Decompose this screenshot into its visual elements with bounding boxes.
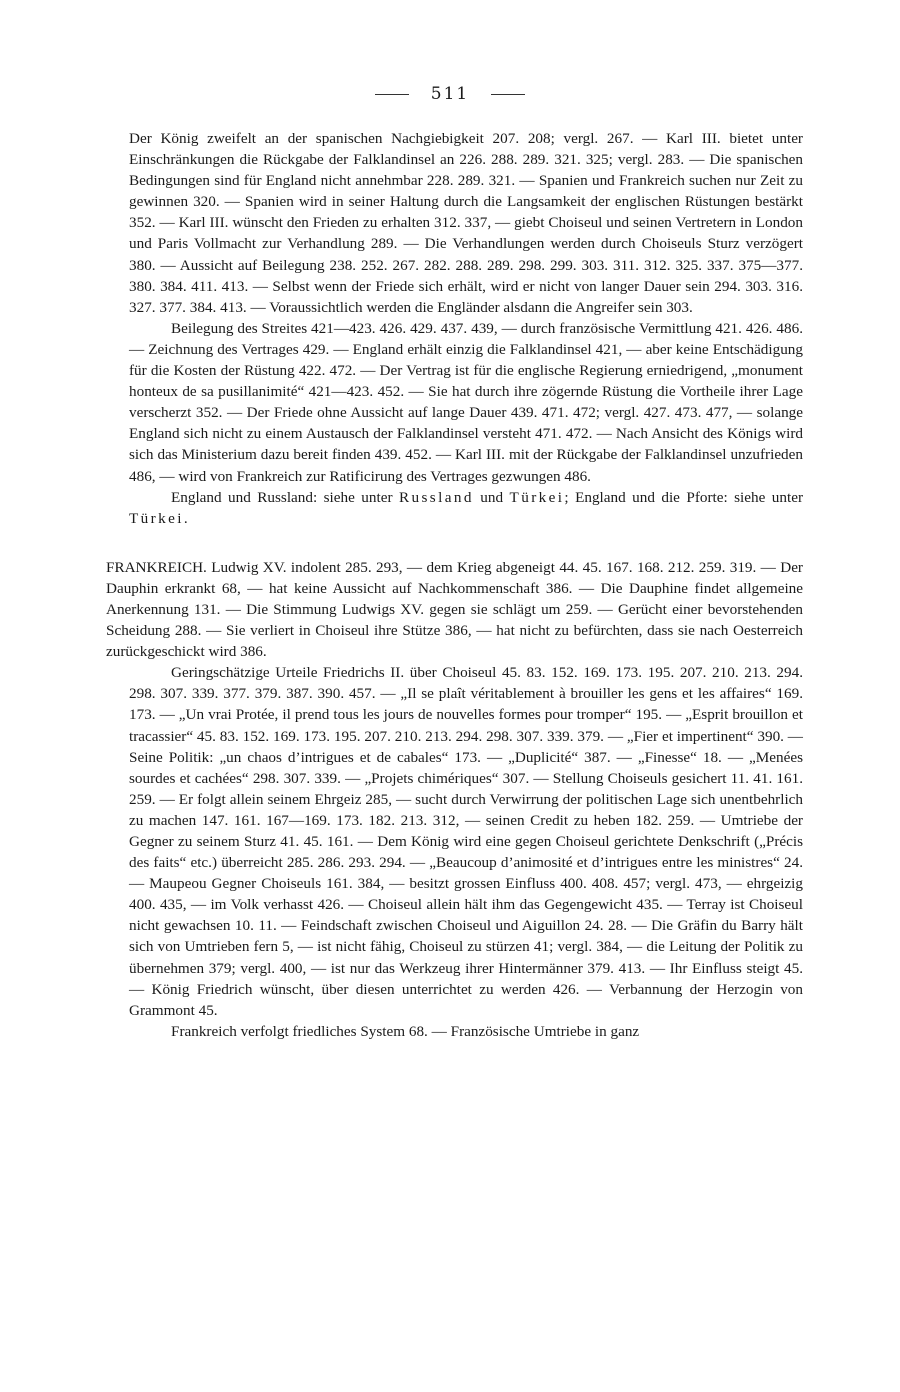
- cross-ref-tuerkei: Türkei: [509, 488, 565, 506]
- header-rule-left: [375, 94, 409, 95]
- cross-reference-paragraph: [129, 487, 803, 529]
- header-rule-right: [491, 94, 525, 95]
- index-paragraph: Beilegung des Streites 421—423. 426. 429. 437. 439, — durch französische Vermittlung 421. 426. 486. — Zeichnung des Vertrages 429. — England erhält einzig die Falklandinsel 421, — aber keine Entschädigung für die Kosten der Rüstung 422. 472. — Der Vertrag ist für die englische Regierung erniedrigend, „monument honteux de sa pusillanimité“ 421—423. 452. — Sie hat durch ihre zögernde Rüstung die Vortheile ihrer Lage verscherzt 352. — Der Friede ohne Aussicht auf lange Dauer 439. 471. 472; vergl. 427. 473. 477, — solange England sich nicht zu einem Austausch der Falklandinsel versteht 471. 472. — Nach Ansicht des Königs wird sich das Ministerium dazu bereit finden 439. 452. — Karl III. mit der Rückgabe der Falklandinsel unzufrieden 486, — wird von Frankreich zur Ratificirung des Vertrages gezwungen 486.: [129, 319, 803, 485]
- cross-ref-russland: Russland: [398, 488, 474, 506]
- index-column: [106, 128, 804, 1042]
- page-header: [0, 84, 900, 104]
- index-paragraph: Geringschätzige Urteile Friedrichs II. über Choiseul 45. 83. 152. 169. 173. 195. 207. 210. 213. 294. 298. 307. 339. 377. 379. 387. 390. 457. — „Il se plaît véritablement à brouiller les gens et les affaires“ 169. 173. — „Un vrai Protée, il prend tous les jours de nouvelles formes pour tromper“ 195. — „Esprit brouillon et tracassier“ 45. 83. 152. 169. 173. 195. 207. 210. 213. 294. 298. 307. 339. 379. — „Fier et impertinent“ 390. — Seine Politik: „un chaos d’intrigues et de cabales“ 173. — „Duplicité“ 387. — „Finesse“ 18. — „Menées sourdes et cachées“ 298. 307. 339. — „Projets chimériques“ 307. — Stellung Choiseuls gesichert 11. 41. 161. 259. — Er folgt allein seinem Ehrgeiz 285, — sucht durch Verwirrung der politischen Lage sich unentbehrlich zu machen 147. 161. 167—169. 173. 182. 213. 312, — seinen Credit zu heben 182. 259. — Umtriebe der Gegner zu seinem Sturz 41. 45. 161. — Dem König wird eine gegen Choiseul gerichtete Denkschrift („Précis des faits“ etc.) überreicht 285. 286. 293. 294. — „Beaucoup d’animosité et d’intrigues entre les ministres“ 24. — Maupeou Gegner Choiseuls 161. 384, — besitzt grossen Einfluss 400. 408. 457; vergl. 473, — ehrgeizig 400. 435, — im Volk verhasst 426. — Choiseul allein hält ihm das Gegengewicht 435. — Terray ist Choiseul nicht gewachsen 10. 11. — Feindschaft zwischen Choiseul und Aiguillon 24. 28. — Die Gräfin du Barry hält sich von Umtrieben fern 5, — ist nicht fähig, Choiseul zu stürzen 41; vergl. 384, — die Leitung der Politik zu übernehmen 379; vergl. 400, — ist nur das Werkzeug ihrer Hintermänner 379. 413. — Ihr Einfluss steigt 45. — König Friedrich wünscht, über diesen unterrichtet zu werden 426. — Verbannung der Herzogin von Grammont 45.: [129, 664, 803, 1019]
- cross-ref-text: und: [473, 488, 510, 506]
- index-paragraph: Frankreich verfolgt friedliches System 68. — Französische Umtriebe in ganz: [171, 1022, 640, 1040]
- cross-ref-text: .: [183, 509, 188, 527]
- index-paragraph: Der König zweifelt an der spanischen Nachgiebigkeit 207. 208; vergl. 267. — Karl III. bietet unter Einschränkungen die Rückgabe der Falklandinsel an 226. 288. 289. 321. 325; vergl. 283. — Die spanischen Bedingungen sind für England nicht annehmbar 228. 289. 321. — Spanien und Frankreich suchen nur Zeit zu gewinnen 320. — Spanien wird in seiner Haltung durch die Langsamkeit der englischen Rüstungen bestärkt 352. — Karl III. wünscht den Frieden zu erhalten 312. 337, — giebt Choiseul und seinen Vertretern in London und Paris Vollmacht zur Verhandlung 289. — Die Verhandlungen werden durch Choiseuls Sturz verzögert 380. — Aussicht auf Beilegung 238. 252. 267. 282. 288. 289. 298. 299. 303. 311. 312. 325. 337. 375—377. 380. 384. 411. 413. — Selbst wenn der Friede sich erhält, wird er nicht von langer Dauer sein 294. 303. 316. 327. 377. 384. 413. — Voraussichtlich werden die Engländer alsdann die Angreifer sein 303.: [129, 130, 803, 316]
- cross-ref-text: ; England und die Pforte: siehe unter: [564, 488, 804, 506]
- page-number: 511: [430, 84, 470, 104]
- cross-ref-tuerkei: Türkei: [129, 509, 184, 527]
- cross-ref-text: England und Russland: siehe unter: [171, 488, 399, 506]
- index-entry-frankreich: FRANKREICH. Ludwig XV. indolent 285. 293, — dem Krieg abgeneigt 44. 45. 167. 168. 212. 259. 319. — Der Dauphin erkrankt 68, — hat keine Aussicht auf Nachkommenschaft 386. — Die Dauphine findet allgemeine Anerkennung 131. — Die Stimmung Ludwigs XV. gegen sie schlägt um 259. — Gerücht einer bevorstehenden Scheidung 288. — Sie verliert in Choiseul ihre Stütze 386, — hat nicht zu befürchten, dass sie nach Oesterreich zurückgeschickt wird 386.: [106, 558, 803, 661]
